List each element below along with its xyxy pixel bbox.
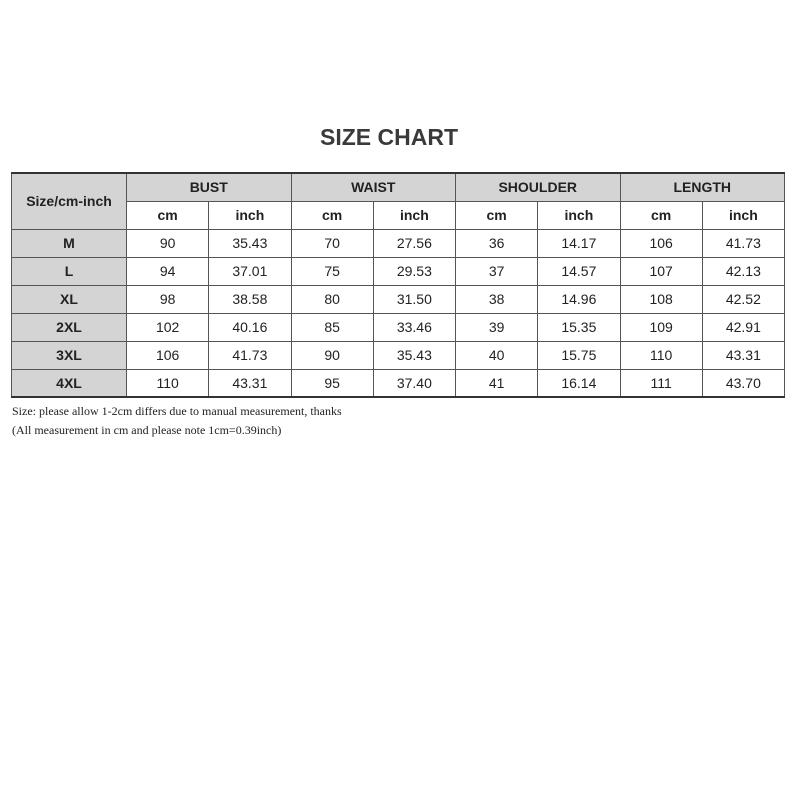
footnotes — [12, 402, 712, 440]
table-cell: 35.43 — [373, 341, 455, 369]
group-header-length: LENGTH — [620, 173, 785, 201]
unit-header: cm — [456, 201, 538, 229]
table-cell: 31.50 — [373, 285, 455, 313]
table-cell: 85 — [291, 313, 373, 341]
table-row — [12, 313, 785, 341]
group-header-waist: WAIST — [291, 173, 456, 201]
unit-header: inch — [538, 201, 620, 229]
table-row — [12, 257, 785, 285]
unit-header: cm — [620, 201, 702, 229]
table-cell: 37.40 — [373, 369, 455, 397]
table-cell: 35.43 — [209, 229, 291, 257]
table-cell: 42.91 — [702, 313, 784, 341]
unit-header: inch — [702, 201, 784, 229]
table-cell: 14.17 — [538, 229, 620, 257]
table-cell: 94 — [127, 257, 209, 285]
table-cell: 43.31 — [209, 369, 291, 397]
table-body — [12, 229, 785, 397]
table-row — [12, 285, 785, 313]
table-cell: 40.16 — [209, 313, 291, 341]
table-cell: 107 — [620, 257, 702, 285]
size-label: L — [12, 257, 127, 285]
size-chart-table — [11, 172, 785, 398]
table-cell: 90 — [127, 229, 209, 257]
table-cell: 37.01 — [209, 257, 291, 285]
table-cell: 106 — [620, 229, 702, 257]
table-cell: 27.56 — [373, 229, 455, 257]
table-cell: 29.53 — [373, 257, 455, 285]
header-row-groups — [12, 173, 785, 201]
size-label: 3XL — [12, 341, 127, 369]
table-row — [12, 369, 785, 397]
unit-header: cm — [127, 201, 209, 229]
corner-header: Size/cm-inch — [12, 173, 127, 229]
size-label: XL — [12, 285, 127, 313]
table-cell: 106 — [127, 341, 209, 369]
table-cell: 15.35 — [538, 313, 620, 341]
table-cell: 43.70 — [702, 369, 784, 397]
table-cell: 109 — [620, 313, 702, 341]
header-row-units — [12, 201, 785, 229]
size-label: M — [12, 229, 127, 257]
group-header-bust: BUST — [127, 173, 292, 201]
group-header-shoulder: SHOULDER — [456, 173, 621, 201]
table-cell: 108 — [620, 285, 702, 313]
table-cell: 36 — [456, 229, 538, 257]
table-cell: 15.75 — [538, 341, 620, 369]
table-cell: 14.57 — [538, 257, 620, 285]
unit-header: inch — [209, 201, 291, 229]
table-cell: 95 — [291, 369, 373, 397]
table-cell: 39 — [456, 313, 538, 341]
table-cell: 111 — [620, 369, 702, 397]
table-cell: 41.73 — [209, 341, 291, 369]
page-title: SIZE CHART — [320, 124, 458, 150]
table-cell: 33.46 — [373, 313, 455, 341]
footnote-tolerance: Size: please allow 1-2cm differs due to manual measurement, thanks — [12, 404, 342, 418]
table-cell: 80 — [291, 285, 373, 313]
table-cell: 16.14 — [538, 369, 620, 397]
size-label: 2XL — [12, 313, 127, 341]
table-cell: 38 — [456, 285, 538, 313]
table-cell: 40 — [456, 341, 538, 369]
table-cell: 110 — [127, 369, 209, 397]
table-row — [12, 341, 785, 369]
table-cell: 70 — [291, 229, 373, 257]
table-cell: 75 — [291, 257, 373, 285]
table-cell: 37 — [456, 257, 538, 285]
table-cell: 41.73 — [702, 229, 784, 257]
table-cell: 98 — [127, 285, 209, 313]
table-cell: 42.13 — [702, 257, 784, 285]
unit-header: cm — [291, 201, 373, 229]
table-cell: 102 — [127, 313, 209, 341]
table-cell: 41 — [456, 369, 538, 397]
table-cell: 110 — [620, 341, 702, 369]
unit-header: inch — [373, 201, 455, 229]
table-cell: 43.31 — [702, 341, 784, 369]
table-cell: 90 — [291, 341, 373, 369]
footnote-conversion: (All measurement in cm and please note 1cm=0.39inch) — [12, 423, 282, 437]
table-cell: 42.52 — [702, 285, 784, 313]
size-label: 4XL — [12, 369, 127, 397]
table-cell: 38.58 — [209, 285, 291, 313]
table-cell: 14.96 — [538, 285, 620, 313]
table-row — [12, 229, 785, 257]
